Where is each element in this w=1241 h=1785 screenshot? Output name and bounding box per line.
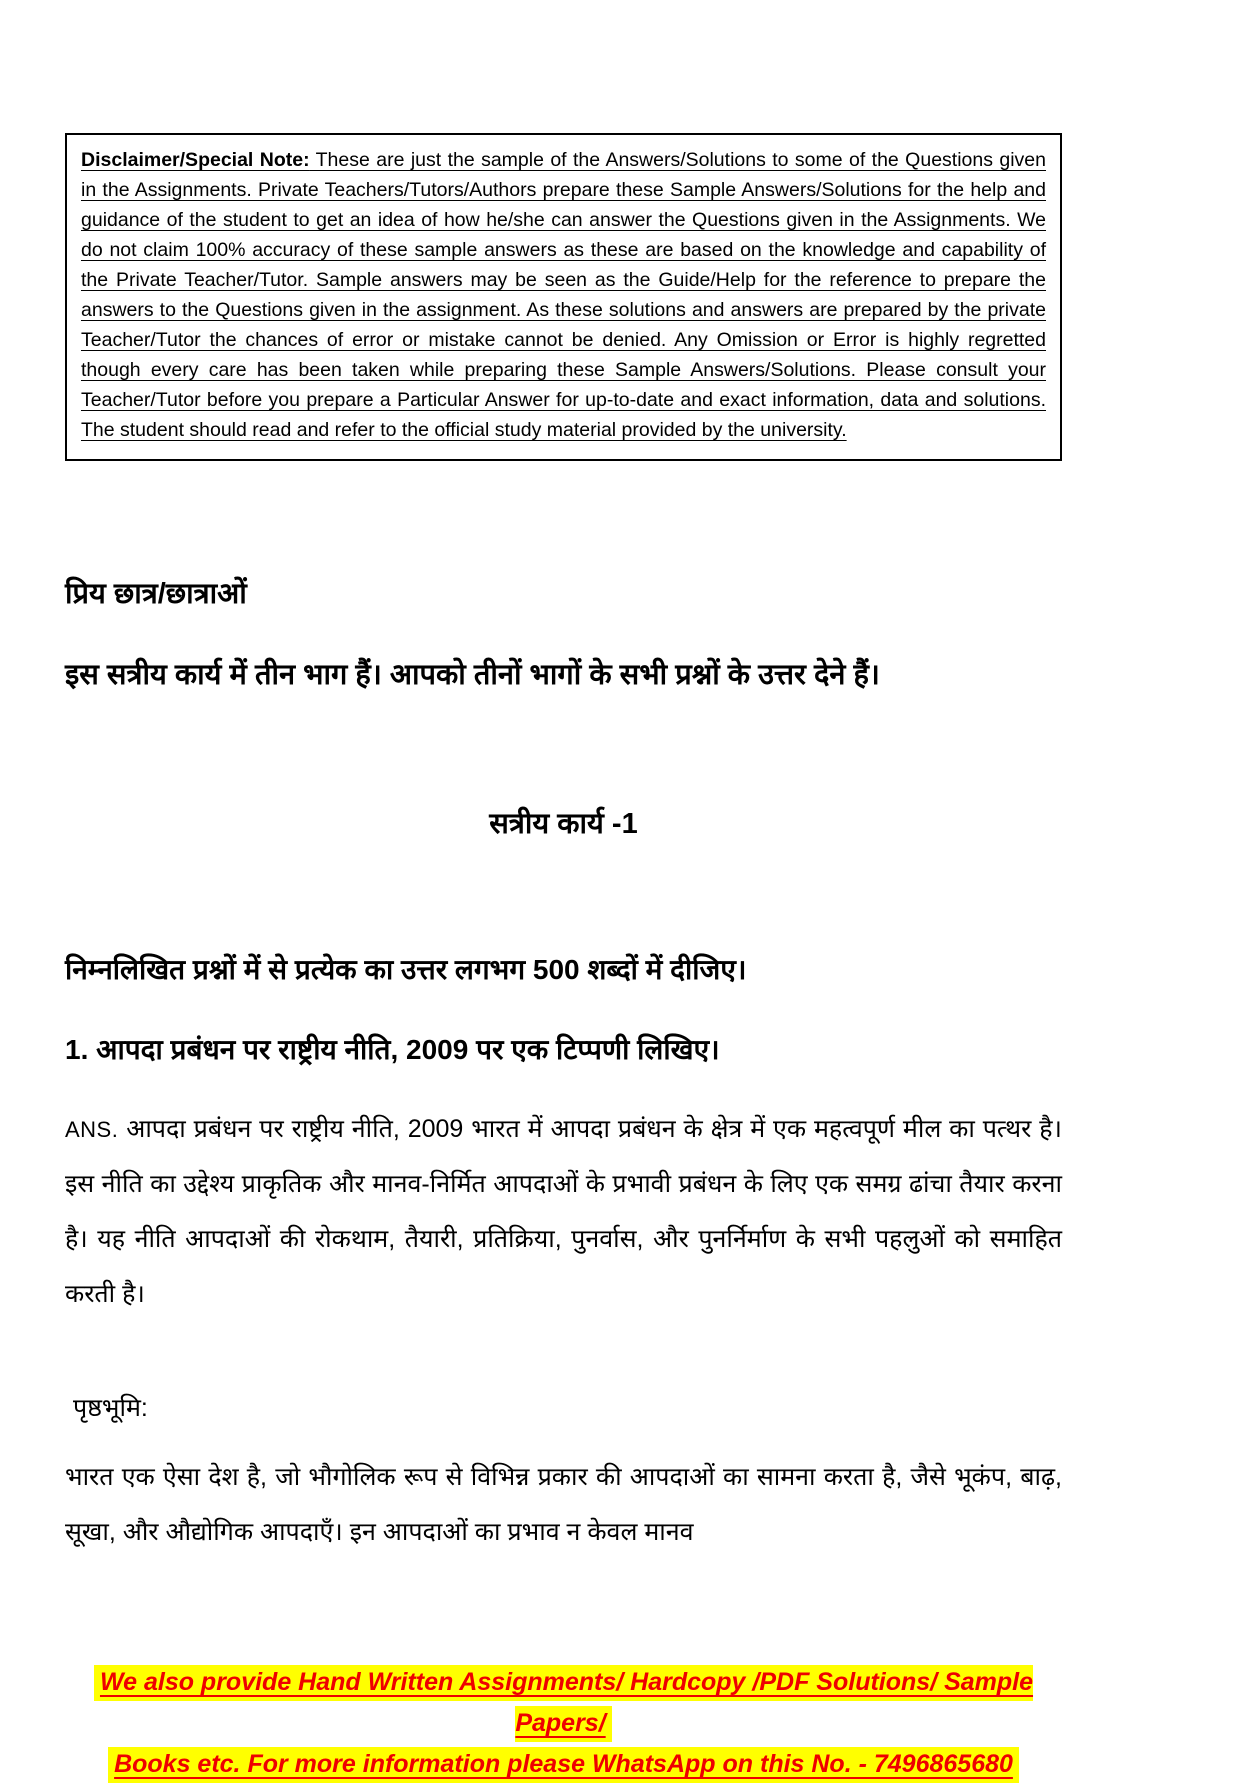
disclaimer-paragraph bbox=[81, 145, 1046, 445]
background-heading: पृष्ठभूमि: bbox=[73, 1394, 148, 1422]
section-title: सत्रीय कार्य -1 bbox=[489, 808, 638, 840]
footer-line-1: We also provide Hand Written Assignments/ Hardcopy /PDF Solutions/ Sample Papers/ bbox=[94, 1665, 1033, 1742]
footer-row-1 bbox=[65, 1662, 1062, 1744]
answer-1-paragraph bbox=[65, 1102, 1062, 1322]
answer-label: ANS. bbox=[65, 1117, 119, 1142]
document-content bbox=[65, 0, 1062, 1560]
answer-1-text: आपदा प्रबंधन पर राष्ट्रीय नीति, 2009 भारत में आपदा प्रबंधन के क्षेत्र में एक महत्वपूर्ण मील का पत्थर है। इस नीति का उद्देश्य प्राकृतिक और मानव-निर्मित आपदाओं के प्रभावी प्रबंधन के लिए एक समग्र ढांचा तैयार करना है। यह नीति आपदाओं की रोकथाम, तैयारी, प्रतिक्रिया, पुनर्वास, और पुनर्निर्माण के सभी पहलुओं को समाहित करती है। bbox=[65, 1115, 1062, 1308]
disclaimer-label: Disclaimer/Special Note: bbox=[81, 149, 310, 171]
footer-row-2 bbox=[65, 1744, 1062, 1785]
footer-line-2: Books etc. For more information please WhatsApp on this No. - 7496865680 bbox=[108, 1747, 1019, 1783]
instruction-heading: निम्नलिखित प्रश्नों में से प्रत्येक का उत्तर लगभग 500 शब्दों में दीजिए। bbox=[65, 954, 747, 985]
background-paragraph: भारत एक ऐसा देश है, जो भौगोलिक रूप से विभिन्न प्रकार की आपदाओं का सामना करता है, जैसे भूकंप, बाढ़, सूखा, और औद्योगिक आपदाएँ। इन आपदाओं का प्रभाव न केवल मानव bbox=[65, 1463, 1062, 1546]
footer-promo bbox=[65, 1662, 1062, 1785]
intro-heading: इस सत्रीय कार्य में तीन भाग हैं। आपको तीनों भागों के सभी प्रश्नों के उत्तर देने हैं। bbox=[65, 659, 880, 691]
disclaimer-box bbox=[65, 133, 1062, 461]
greeting-heading: प्रिय छात्र/छात्राओं bbox=[65, 578, 247, 610]
disclaimer-body-text: These are just the sample of the Answers/Solutions to some of the Questions given in the Assignments. Private Teachers/Tutors/Authors prepare these Sample Answers/Solutions for the help and guidance of the student to get an idea of how he/she can answer the Questions given in the Assignments. We do not claim 100% accuracy of these sample answers as these are based on the knowledge and capability of the Private Teacher/Tutor. Sample answers may be seen as the Guide/Help for the reference to prepare the answers to the Questions given in the assignment. As these solutions and answers are prepared by the private Teacher/Tutor the chances of error or mistake cannot be denied. Any Omission or Error is highly regretted though every care has been taken while preparing these Sample Answers/Solutions. Please consult your Teacher/Tutor before you prepare a Particular Answer for up-to-date and exact information, data and solutions. The student should read and refer to the official study material provided by the university. bbox=[81, 149, 1046, 441]
question-1-heading: 1. आपदा प्रबंधन पर राष्ट्रीय नीति, 2009 पर एक टिप्पणी लिखिए। bbox=[65, 1034, 720, 1065]
